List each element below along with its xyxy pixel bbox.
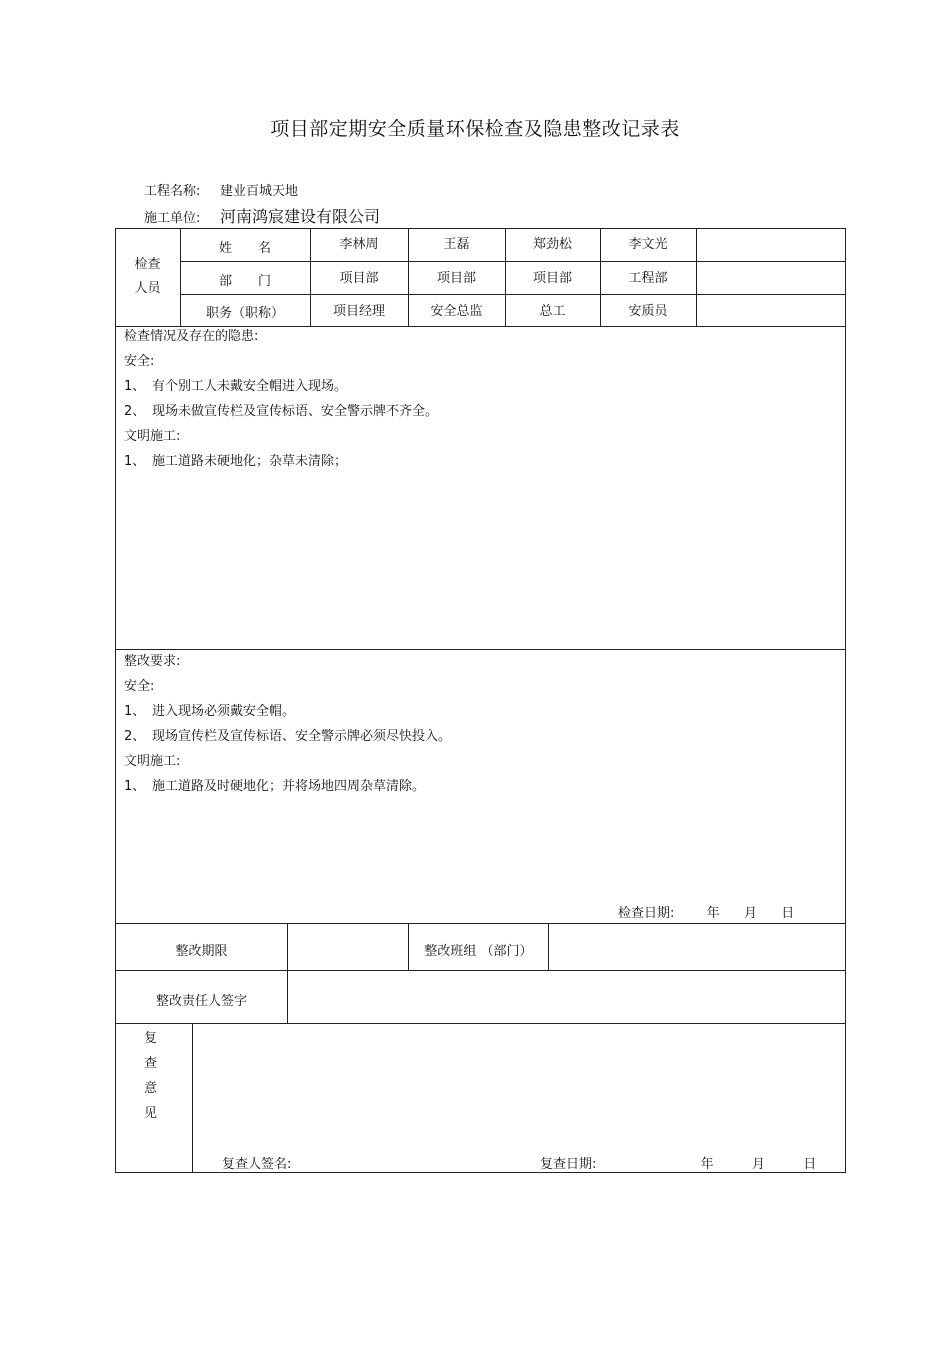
review-date xyxy=(540,1153,816,1172)
item-number: 2、 xyxy=(124,729,146,744)
findings-safety-label: 安全: xyxy=(124,354,155,369)
review-date-day: 日 xyxy=(803,1157,817,1172)
inspector-position xyxy=(696,295,845,323)
review-label-char: 复 xyxy=(144,1031,158,1046)
findings-civil-label: 文明施工: xyxy=(124,429,181,444)
inspector-department: 项目部 xyxy=(339,270,379,286)
review-opinion-label xyxy=(144,1026,158,1126)
review-date-label: 复查日期: xyxy=(540,1157,597,1172)
requirements-section xyxy=(124,649,451,799)
findings-heading: 检查情况及存在的隐患: xyxy=(124,329,259,344)
project-name-label: 工程名称: xyxy=(144,184,201,199)
item-text: 有个别工人未戴安全帽进入现场。 xyxy=(152,379,348,394)
deadline-label: 整改期限 xyxy=(175,943,228,959)
project-name-value: 建业百城天地 xyxy=(220,184,299,199)
inspector-position: 总工 xyxy=(539,303,566,319)
rectification-team-label: 整改班组 （部门） xyxy=(424,943,533,959)
check-date xyxy=(618,902,794,921)
row-label-name: 姓 名 xyxy=(218,240,271,256)
inspector-name: 李文光 xyxy=(628,236,668,252)
row-label-position: 职务（职称） xyxy=(205,305,284,321)
check-date-label: 检查日期: xyxy=(618,906,675,921)
inspectors-group-label-line1: 检查 xyxy=(134,257,161,272)
responsible-signature-label: 整改责任人签字 xyxy=(155,993,247,1009)
inspector-name xyxy=(696,229,845,255)
requirements-safety-item xyxy=(124,724,451,749)
inspector-position: 项目经理 xyxy=(332,303,385,319)
inspector-department: 工程部 xyxy=(628,270,668,286)
inspector-department: 项目部 xyxy=(436,270,476,286)
item-text: 进入现场必须戴安全帽。 xyxy=(152,704,296,719)
item-text: 现场宣传栏及宣传标语、安全警示牌必须尽快投入。 xyxy=(152,729,452,744)
review-date-month: 月 xyxy=(751,1157,765,1172)
inspector-name: 王磊 xyxy=(443,236,470,252)
construction-unit-value: 河南鸿宸建设有限公司 xyxy=(220,207,381,226)
inspectors-group-label-line2: 人员 xyxy=(134,281,161,296)
deadline-field[interactable] xyxy=(288,928,408,970)
row-label-department: 部 门 xyxy=(218,273,271,289)
requirements-civil-label: 文明施工: xyxy=(124,754,181,769)
findings-safety-item xyxy=(124,399,438,424)
item-text: 施工道路未硬地化；杂草未清除； xyxy=(152,454,348,469)
review-label-char: 见 xyxy=(144,1106,158,1121)
review-date-year: 年 xyxy=(700,1157,714,1172)
page-title: 项目部定期安全质量环保检查及隐患整改记录表 xyxy=(270,118,680,140)
check-date-year: 年 xyxy=(706,906,720,921)
item-number: 2、 xyxy=(124,404,146,419)
item-number: 1、 xyxy=(124,379,146,394)
inspector-position: 安质员 xyxy=(628,303,668,319)
review-label-char: 查 xyxy=(144,1056,158,1071)
item-text: 施工道路及时硬地化；并将场地四周杂草清除。 xyxy=(152,779,426,794)
item-number: 1、 xyxy=(124,704,146,719)
requirements-civil-item xyxy=(124,774,451,799)
project-name-row xyxy=(144,180,298,199)
rectification-team-field[interactable] xyxy=(549,928,845,970)
construction-unit-row xyxy=(144,204,380,227)
responsible-signature-field[interactable] xyxy=(288,975,845,1023)
findings-section xyxy=(124,324,438,474)
inspector-department xyxy=(696,262,845,290)
reviewer-signature: 复查人签名: xyxy=(222,1157,292,1172)
check-date-day: 日 xyxy=(781,906,795,921)
item-number: 1、 xyxy=(124,454,146,469)
inspectors-group-label xyxy=(115,228,180,326)
inspector-position: 安全总监 xyxy=(430,303,483,319)
item-text: 现场未做宣传栏及宣传标语、安全警示牌不齐全。 xyxy=(152,404,439,419)
inspector-name: 李林周 xyxy=(339,236,379,252)
findings-safety-item xyxy=(124,374,438,399)
inspector-name: 郑劲松 xyxy=(532,236,572,252)
review-label-char: 意 xyxy=(144,1081,158,1096)
requirements-heading: 整改要求: xyxy=(124,654,181,669)
item-number: 1、 xyxy=(124,779,146,794)
check-date-month: 月 xyxy=(743,906,757,921)
requirements-safety-label: 安全: xyxy=(124,679,155,694)
requirements-safety-item xyxy=(124,699,451,724)
inspector-department: 项目部 xyxy=(532,270,572,286)
findings-civil-item xyxy=(124,449,438,474)
construction-unit-label: 施工单位: xyxy=(144,211,201,226)
